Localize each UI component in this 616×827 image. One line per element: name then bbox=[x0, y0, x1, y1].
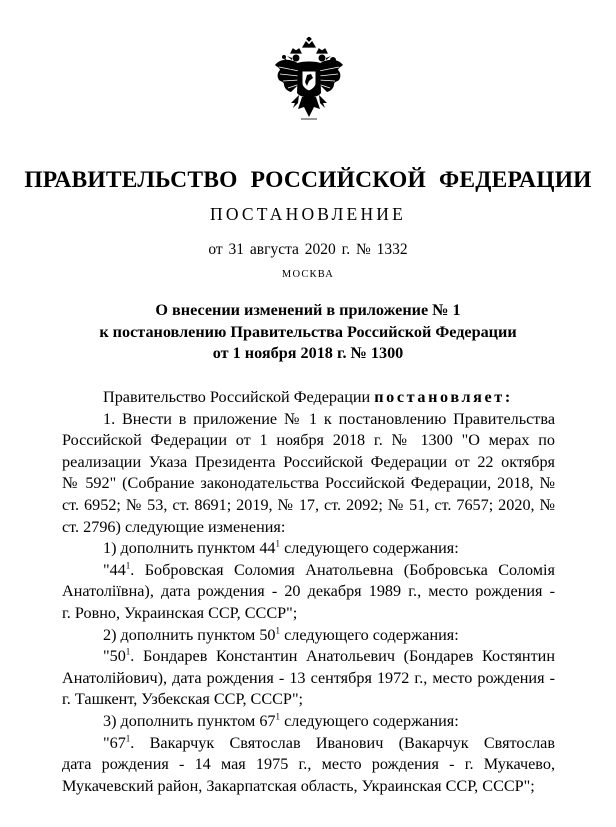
decree-body bbox=[62, 387, 555, 797]
date-and-number: от 31 августа 2020 г. № 1332 bbox=[208, 241, 408, 258]
item-heading: 3) дополнить пунктом $67^1$ следующего содержания: bbox=[103, 711, 459, 730]
coat-of-arms-emblem bbox=[271, 37, 347, 129]
item-text-line: Мукачевский район, Закарпатская область, Украинская ССР, СССР"; bbox=[62, 776, 535, 795]
paragraph-line: реализации Указа Президента Российской Федерации от 22 октября bbox=[62, 452, 555, 471]
preamble-verb: постановляет: bbox=[374, 388, 513, 406]
item-text-line: Анатоліївна), дата рождения - 20 декабря 1989 г., место рождения - bbox=[62, 582, 555, 601]
item-heading: 2) дополнить пунктом $50^1$ следующего содержания: bbox=[103, 625, 459, 644]
paragraph-line: № 592" (Собрание законодательства Российской Федерации, 2018, № bbox=[62, 474, 555, 493]
item-text-line: "$44^1$. Бобровская Соломия Анатольевна (Бобровська Соломія bbox=[103, 560, 555, 579]
item-text-line: "$50^1$. Бондарев Константин Анатольевич (Бондарев Костянтин bbox=[103, 646, 555, 666]
city: МОСКВА bbox=[281, 269, 335, 280]
subject-line: от 1 ноября 2018 г. № 1300 bbox=[212, 344, 404, 362]
paragraph-line: ст. 2796) следующие изменения: bbox=[62, 517, 286, 536]
paragraph-line: 1. Внести в приложение № 1 к постановлению Правительства bbox=[103, 409, 555, 428]
paragraph-line: Российской Федерации от 1 ноября 2018 г. № 1300 "О мерах по bbox=[62, 431, 555, 450]
preamble bbox=[62, 387, 555, 409]
item-text-line: дата рождения - 14 мая 1975 г., место рождения - г. Мукачево, bbox=[62, 755, 555, 774]
document-type: ПОСТАНОВЛЕНИЕ bbox=[209, 204, 407, 224]
subject-line: к постановлению Правительства Российской Федерации bbox=[99, 322, 517, 341]
item-text-line: г. Ровно, Украинская ССР, СССР"; bbox=[62, 603, 298, 622]
decree-subject bbox=[0, 300, 616, 365]
government-title: ПРАВИТЕЛЬСТВО РОССИЙСКОЙ ФЕДЕРАЦИИ bbox=[24, 167, 592, 193]
subject-line: О внесении изменений в приложение № 1 bbox=[155, 301, 461, 319]
item-text-line: г. Ташкент, Узбекская ССР, СССР"; bbox=[62, 690, 304, 709]
item-heading: 1) дополнить пунктом $44^1$ следующего содержания: bbox=[103, 538, 459, 558]
preamble-prefix: Правительство Российской Федерации bbox=[103, 388, 371, 406]
item-text-line: "$67^1$. Вакарчук Святослав Иванович (Вакарчук Святослав bbox=[103, 733, 555, 752]
item-text-line: Анатолійович), дата рождения - 13 сентября 1972 г., место рождения - bbox=[62, 668, 555, 687]
paragraph-line: ст. 6952; № 53, ст. 8691; 2019, № 17, ст. 2092; № 51, ст. 7657; 2020, № bbox=[62, 495, 555, 514]
